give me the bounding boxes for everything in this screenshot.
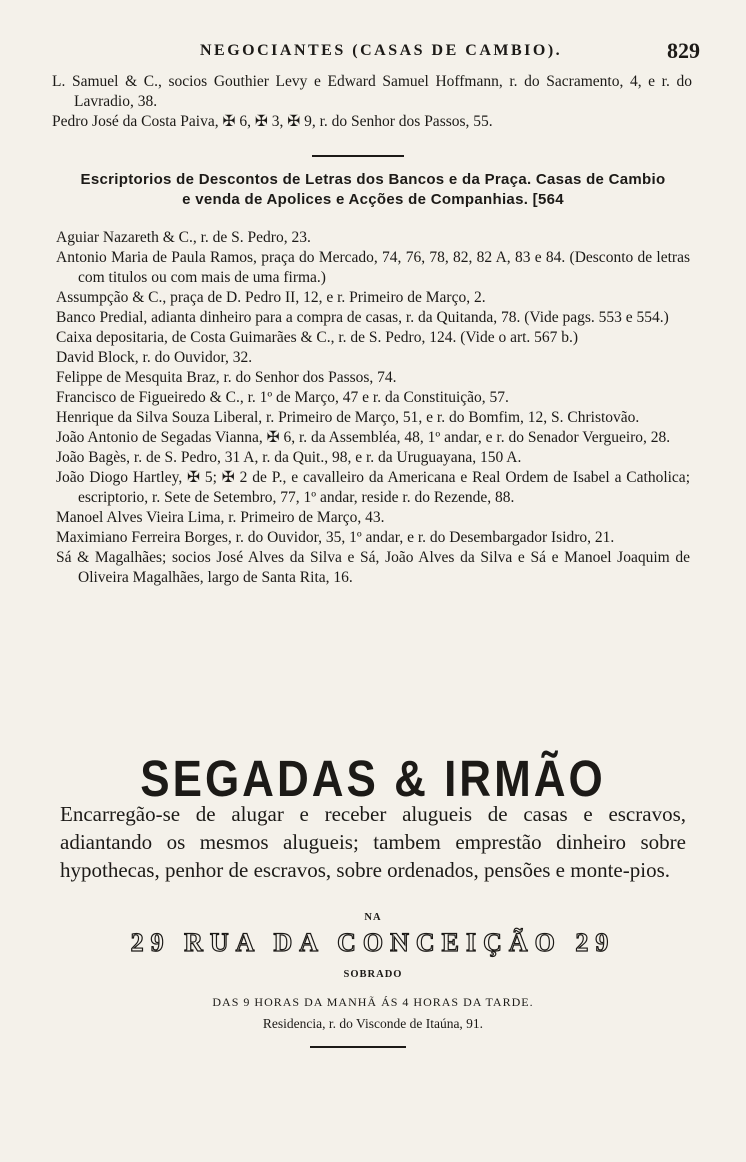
list-item: Maximiano Ferreira Borges, r. do Ouvidor, 35, 1º andar, e r. do Desembargador Isidro, 21. bbox=[56, 529, 615, 546]
list-item: João Diogo Hartley, ✠ 5; ✠ 2 de P., e cavalleiro da Americana e Real Ordem de Isabel a Catholica; escriptorio, r. Sete de Setembro, 77, 1º andar, reside r. do Rezende, 88. bbox=[56, 469, 690, 506]
advertisement-body: Encarregão-se de alugar e receber alugueis de casas e escravos, adiantando os mesmos alugueis; tambem emprestão dinheiro sobre hypothecas, penhor de escravos, sobre ordenados, pensões e monte-pios. bbox=[60, 802, 686, 882]
advertisement-na: NA bbox=[364, 912, 382, 923]
list-item: Francisco de Figueiredo & C., r. 1º de Março, 47 e r. da Constituição, 57. bbox=[56, 389, 509, 406]
list-item: João Antonio de Segadas Vianna, ✠ 6, r. da Assembléa, 48, 1º andar, e r. do Senador Vergueiro, 28. bbox=[56, 429, 671, 446]
page-header bbox=[60, 38, 700, 70]
divider-rule bbox=[310, 1046, 406, 1048]
list-item: Banco Predial, adianta dinheiro para a compra de casas, r. da Quitanda, 78. (Vide pags. 553 e 554.) bbox=[56, 309, 669, 326]
list-item: João Bagès, r. de S. Pedro, 31 A, r. da Quit., 98, e r. da Uruguayana, 150 A. bbox=[56, 449, 522, 466]
advertisement-sobrado: SOBRADO bbox=[343, 969, 403, 980]
divider-rule bbox=[312, 155, 404, 157]
entry-list bbox=[56, 228, 690, 588]
list-item: Antonio Maria de Paula Ramos, praça do Mercado, 74, 76, 78, 82, 82 A, 83 e 84. (Desconto de letras com titulos ou com mais de uma firma.) bbox=[56, 249, 690, 286]
list-item: L. Samuel & C., socios Gouthier Levy e Edward Samuel Hoffmann, r. do Sacramento, 4, e r. do Lavradio, 38. bbox=[52, 73, 692, 110]
section-heading bbox=[50, 170, 696, 210]
list-item: Pedro José da Costa Paiva, ✠ 6, ✠ 3, ✠ 9, r. do Senhor dos Passos, 55. bbox=[52, 113, 493, 130]
list-item: Felippe de Mesquita Braz, r. do Senhor dos Passos, 74. bbox=[56, 369, 397, 386]
list-item: David Block, r. do Ouvidor, 32. bbox=[56, 349, 253, 366]
continued-entries bbox=[52, 72, 692, 132]
list-item: Assumpção & C., praça de D. Pedro II, 12, e r. Primeiro de Março, 2. bbox=[56, 289, 486, 306]
page-number: 829 bbox=[667, 38, 700, 63]
advertisement-title: SEGADAS & IRMÃO bbox=[140, 751, 606, 808]
section-heading-line: Escriptorios de Descontos de Letras dos Bancos e da Praça. Casas de Cambio bbox=[80, 171, 666, 188]
section-heading-line: e venda de Apolices e Acções de Companhias. [564 bbox=[182, 191, 564, 208]
advertisement-address: 29 RUA DA CONCEIÇÃO 29 bbox=[130, 928, 616, 957]
advertisement-hours: DAS 9 HORAS DA MANHÃ ÁS 4 HORAS DA TARDE. bbox=[212, 995, 534, 1009]
list-item: Aguiar Nazareth & C., r. de S. Pedro, 23. bbox=[56, 229, 311, 246]
list-item: Manoel Alves Vieira Lima, r. Primeiro de Março, 43. bbox=[56, 509, 385, 526]
list-item: Caixa depositaria, de Costa Guimarães & C., r. de S. Pedro, 124. (Vide o art. 567 b.) bbox=[56, 329, 579, 346]
list-item: Sá & Magalhães; socios José Alves da Silva e Sá, João Alves da Silva e Sá e Manoel Joaquim de Oliveira Magalhães, largo de Santa Rita, 16. bbox=[56, 549, 690, 586]
running-title: NEGOCIANTES (CASAS DE CAMBIO). bbox=[200, 42, 563, 59]
list-item: Henrique da Silva Souza Liberal, r. Primeiro de Março, 51, e r. do Bomfim, 12, S. Christovão. bbox=[56, 409, 640, 426]
advertisement-residence: Residencia, r. do Visconde de Itaúna, 91. bbox=[262, 1016, 484, 1031]
